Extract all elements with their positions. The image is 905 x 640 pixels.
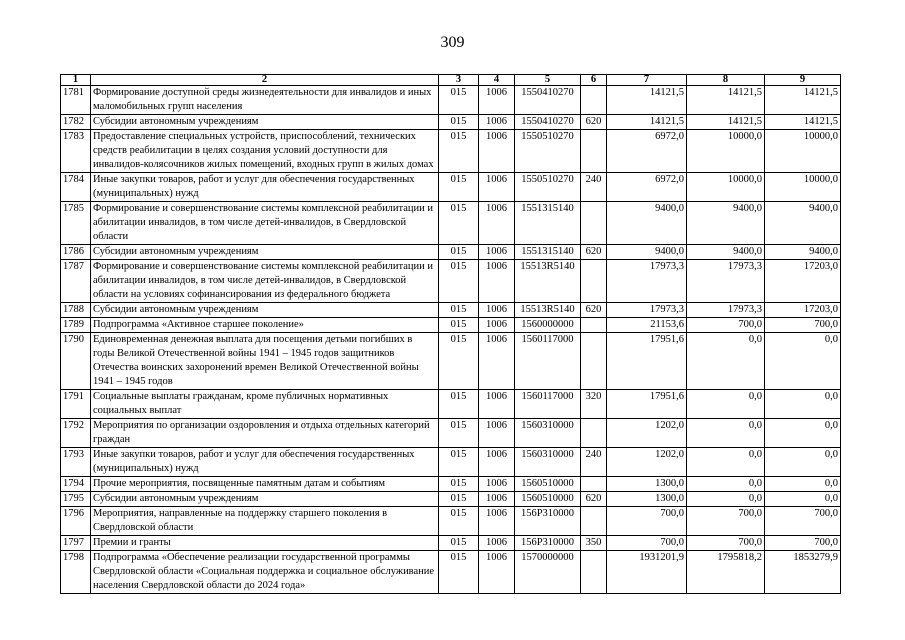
row-name: Социальные выплаты гражданам, кроме публичных нормативных социальных выплат <box>91 390 439 419</box>
row-amount-year1: 1300,0 <box>607 477 687 492</box>
row-amount-year1: 17973,3 <box>607 303 687 318</box>
row-expense-type <box>581 260 607 303</box>
row-amount-year3: 14121,5 <box>765 115 841 130</box>
table-row <box>61 419 841 448</box>
row-amount-year3: 10000,0 <box>765 130 841 173</box>
row-amount-year2: 0,0 <box>687 333 765 390</box>
row-amount-year3: 700,0 <box>765 536 841 551</box>
row-amount-year1: 6972,0 <box>607 173 687 202</box>
row-amount-year3: 1853279,9 <box>765 551 841 594</box>
table-row <box>61 492 841 507</box>
row-amount-year3: 0,0 <box>765 419 841 448</box>
row-number: 1789 <box>61 318 91 333</box>
row-target-code: 1560117000 <box>515 333 581 390</box>
header-cell: 7 <box>607 75 687 86</box>
row-amount-year1: 1202,0 <box>607 448 687 477</box>
row-target-code: 1551315140 <box>515 245 581 260</box>
row-target-code: 1550410270 <box>515 86 581 115</box>
row-amount-year2: 700,0 <box>687 318 765 333</box>
row-ministry-code: 015 <box>439 260 479 303</box>
row-name: Подпрограмма «Активное старшее поколение» <box>91 318 439 333</box>
page-number: 309 <box>440 34 465 51</box>
row-expense-type <box>581 318 607 333</box>
row-amount-year2: 0,0 <box>687 419 765 448</box>
row-ministry-code: 015 <box>439 173 479 202</box>
header-cell: 5 <box>515 75 581 86</box>
table-row <box>61 536 841 551</box>
row-section-code: 1006 <box>479 303 515 318</box>
row-amount-year1: 17951,6 <box>607 333 687 390</box>
row-name: Субсидии автономным учреждениям <box>91 245 439 260</box>
row-amount-year3: 14121,5 <box>765 86 841 115</box>
row-amount-year3: 700,0 <box>765 507 841 536</box>
row-section-code: 1006 <box>479 492 515 507</box>
row-name: Мероприятия по организации оздоровления и отдыха отдельных категорий граждан <box>91 419 439 448</box>
row-number: 1788 <box>61 303 91 318</box>
row-amount-year1: 21153,6 <box>607 318 687 333</box>
row-ministry-code: 015 <box>439 507 479 536</box>
row-target-code: 15513R5140 <box>515 260 581 303</box>
row-target-code: 156P310000 <box>515 536 581 551</box>
row-amount-year3: 0,0 <box>765 448 841 477</box>
row-number: 1781 <box>61 86 91 115</box>
row-amount-year2: 0,0 <box>687 492 765 507</box>
table-row <box>61 318 841 333</box>
table-row <box>61 303 841 318</box>
row-number: 1792 <box>61 419 91 448</box>
row-section-code: 1006 <box>479 260 515 303</box>
row-amount-year2: 10000,0 <box>687 130 765 173</box>
table-row <box>61 202 841 245</box>
row-name: Иные закупки товаров, работ и услуг для обеспечения государственных (муниципальных) нужд <box>91 173 439 202</box>
row-target-code: 156P310000 <box>515 507 581 536</box>
table-body <box>61 86 841 594</box>
row-name: Субсидии автономным учреждениям <box>91 492 439 507</box>
row-number: 1798 <box>61 551 91 594</box>
row-amount-year2: 0,0 <box>687 448 765 477</box>
row-amount-year1: 1931201,9 <box>607 551 687 594</box>
row-name: Подпрограмма «Обеспечение реализации государственной программы Свердловской области «Социальная поддержка и социальное обслуживание населения Свердловской области до 2024 года» <box>91 551 439 594</box>
row-expense-type <box>581 551 607 594</box>
row-target-code: 1570000000 <box>515 551 581 594</box>
row-amount-year3: 0,0 <box>765 492 841 507</box>
row-amount-year1: 14121,5 <box>607 86 687 115</box>
row-section-code: 1006 <box>479 86 515 115</box>
row-section-code: 1006 <box>479 115 515 130</box>
table-row <box>61 551 841 594</box>
row-name: Формирование доступной среды жизнедеятельности для инвалидов и иных маломобильных групп населения <box>91 86 439 115</box>
row-expense-type: 350 <box>581 536 607 551</box>
row-number: 1783 <box>61 130 91 173</box>
table-row <box>61 245 841 260</box>
row-name: Формирование и совершенствование системы комплексной реабилитации и абилитации инвалидов, в том числе детей-инвалидов, в Свердловской области <box>91 202 439 245</box>
row-number: 1794 <box>61 477 91 492</box>
row-amount-year1: 1202,0 <box>607 419 687 448</box>
row-expense-type: 620 <box>581 115 607 130</box>
row-amount-year2: 0,0 <box>687 477 765 492</box>
row-ministry-code: 015 <box>439 86 479 115</box>
row-amount-year3: 17203,0 <box>765 303 841 318</box>
row-amount-year1: 9400,0 <box>607 245 687 260</box>
row-section-code: 1006 <box>479 390 515 419</box>
row-amount-year1: 1300,0 <box>607 492 687 507</box>
row-ministry-code: 015 <box>439 130 479 173</box>
row-name: Предоставление специальных устройств, приспособлений, технических средств реабилитации в целях создания условий доступности для инвалидов-колясочников жилых помещений, входных групп в жилых домах <box>91 130 439 173</box>
row-amount-year2: 9400,0 <box>687 245 765 260</box>
row-section-code: 1006 <box>479 477 515 492</box>
row-ministry-code: 015 <box>439 245 479 260</box>
row-target-code: 15513R5140 <box>515 303 581 318</box>
row-ministry-code: 015 <box>439 492 479 507</box>
row-number: 1793 <box>61 448 91 477</box>
row-number: 1787 <box>61 260 91 303</box>
row-name: Премии и гранты <box>91 536 439 551</box>
row-amount-year3: 0,0 <box>765 390 841 419</box>
row-number: 1797 <box>61 536 91 551</box>
row-amount-year1: 9400,0 <box>607 202 687 245</box>
row-ministry-code: 015 <box>439 318 479 333</box>
row-amount-year3: 17203,0 <box>765 260 841 303</box>
row-number: 1796 <box>61 507 91 536</box>
row-amount-year3: 10000,0 <box>765 173 841 202</box>
row-ministry-code: 015 <box>439 303 479 318</box>
row-amount-year1: 6972,0 <box>607 130 687 173</box>
row-target-code: 1560510000 <box>515 492 581 507</box>
table-row <box>61 115 841 130</box>
row-target-code: 1551315140 <box>515 202 581 245</box>
row-amount-year2: 10000,0 <box>687 173 765 202</box>
row-number: 1791 <box>61 390 91 419</box>
row-expense-type <box>581 507 607 536</box>
row-amount-year2: 9400,0 <box>687 202 765 245</box>
row-amount-year3: 0,0 <box>765 333 841 390</box>
row-section-code: 1006 <box>479 507 515 536</box>
row-section-code: 1006 <box>479 245 515 260</box>
table-row <box>61 477 841 492</box>
row-section-code: 1006 <box>479 130 515 173</box>
row-expense-type: 240 <box>581 448 607 477</box>
row-expense-type: 240 <box>581 173 607 202</box>
row-expense-type <box>581 130 607 173</box>
table-row <box>61 173 841 202</box>
header-cell: 2 <box>91 75 439 86</box>
row-amount-year2: 14121,5 <box>687 86 765 115</box>
row-target-code: 1550510270 <box>515 130 581 173</box>
row-number: 1786 <box>61 245 91 260</box>
row-target-code: 1560117000 <box>515 390 581 419</box>
row-amount-year3: 9400,0 <box>765 245 841 260</box>
row-amount-year2: 0,0 <box>687 390 765 419</box>
row-section-code: 1006 <box>479 318 515 333</box>
row-amount-year1: 700,0 <box>607 507 687 536</box>
row-number: 1790 <box>61 333 91 390</box>
header-cell: 4 <box>479 75 515 86</box>
row-expense-type <box>581 86 607 115</box>
row-expense-type: 620 <box>581 245 607 260</box>
row-expense-type: 620 <box>581 303 607 318</box>
table-row <box>61 130 841 173</box>
row-expense-type <box>581 477 607 492</box>
row-name: Прочие мероприятия, посвященные памятным датам и событиям <box>91 477 439 492</box>
row-amount-year2: 17973,3 <box>687 303 765 318</box>
header-cell: 9 <box>765 75 841 86</box>
row-section-code: 1006 <box>479 448 515 477</box>
row-name: Единовременная денежная выплата для посещения детьми погибших в годы Великой Отечественной войны 1941 – 1945 годов защитников Отечества воинских захоронений времен Великой Отечественной войны 1941 – 1945 годов <box>91 333 439 390</box>
table-row <box>61 86 841 115</box>
row-ministry-code: 015 <box>439 551 479 594</box>
table-row <box>61 390 841 419</box>
row-section-code: 1006 <box>479 536 515 551</box>
row-amount-year3: 0,0 <box>765 477 841 492</box>
row-target-code: 1560310000 <box>515 448 581 477</box>
table-row <box>61 260 841 303</box>
header-cell: 1 <box>61 75 91 86</box>
row-amount-year2: 700,0 <box>687 507 765 536</box>
row-name: Иные закупки товаров, работ и услуг для обеспечения государственных (муниципальных) нужд <box>91 448 439 477</box>
row-name: Мероприятия, направленные на поддержку старшего поколения в Свердловской области <box>91 507 439 536</box>
row-section-code: 1006 <box>479 333 515 390</box>
row-name: Формирование и совершенствование системы комплексной реабилитации и абилитации инвалидов, в том числе детей-инвалидов, в Свердловской области на условиях софинансирования из федерального бюджета <box>91 260 439 303</box>
row-number: 1785 <box>61 202 91 245</box>
row-number: 1782 <box>61 115 91 130</box>
row-target-code: 1550510270 <box>515 173 581 202</box>
row-section-code: 1006 <box>479 419 515 448</box>
row-expense-type <box>581 333 607 390</box>
table-row <box>61 448 841 477</box>
row-target-code: 1560510000 <box>515 477 581 492</box>
row-amount-year1: 17951,6 <box>607 390 687 419</box>
row-section-code: 1006 <box>479 173 515 202</box>
row-amount-year3: 700,0 <box>765 318 841 333</box>
row-target-code: 1560000000 <box>515 318 581 333</box>
row-section-code: 1006 <box>479 202 515 245</box>
row-expense-type <box>581 202 607 245</box>
header-cell: 8 <box>687 75 765 86</box>
row-amount-year1: 14121,5 <box>607 115 687 130</box>
row-target-code: 1560310000 <box>515 419 581 448</box>
header-cell: 3 <box>439 75 479 86</box>
row-number: 1795 <box>61 492 91 507</box>
table-row <box>61 333 841 390</box>
row-section-code: 1006 <box>479 551 515 594</box>
row-expense-type <box>581 419 607 448</box>
header-row <box>61 75 841 86</box>
row-ministry-code: 015 <box>439 448 479 477</box>
table-row <box>61 507 841 536</box>
row-amount-year2: 14121,5 <box>687 115 765 130</box>
row-amount-year1: 17973,3 <box>607 260 687 303</box>
row-ministry-code: 015 <box>439 333 479 390</box>
row-ministry-code: 015 <box>439 390 479 419</box>
row-ministry-code: 015 <box>439 202 479 245</box>
row-ministry-code: 015 <box>439 115 479 130</box>
row-name: Субсидии автономным учреждениям <box>91 303 439 318</box>
header-cell: 6 <box>581 75 607 86</box>
row-ministry-code: 015 <box>439 536 479 551</box>
row-target-code: 1550410270 <box>515 115 581 130</box>
row-ministry-code: 015 <box>439 419 479 448</box>
row-amount-year2: 700,0 <box>687 536 765 551</box>
row-expense-type: 320 <box>581 390 607 419</box>
row-amount-year2: 1795818,2 <box>687 551 765 594</box>
row-expense-type: 620 <box>581 492 607 507</box>
row-name: Субсидии автономным учреждениям <box>91 115 439 130</box>
row-amount-year3: 9400,0 <box>765 202 841 245</box>
row-ministry-code: 015 <box>439 477 479 492</box>
row-number: 1784 <box>61 173 91 202</box>
row-amount-year2: 17973,3 <box>687 260 765 303</box>
budget-table <box>60 74 841 594</box>
row-amount-year1: 700,0 <box>607 536 687 551</box>
